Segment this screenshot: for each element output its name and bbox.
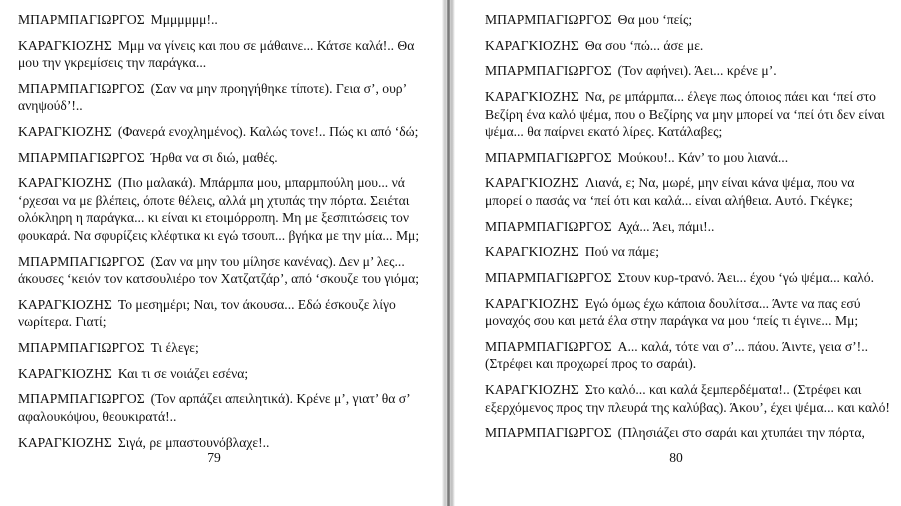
- dialogue-line: (Τον αφήνει). Άει... κρένε μ’.: [617, 63, 777, 79]
- speaker-name: ΚΑΡΑΓΚΙΟΖΗΣ: [18, 365, 112, 381]
- dialogue-line: Στο καλό... και καλά ξεμπερδέματα!.. (Στρέφει και εξερχόμενος προς την πλευρά της καλύβας). Άκου’, έχει ψέμα... και καλό!: [485, 382, 890, 415]
- dialogue-line: Αχά... Άει, πάμι!..: [617, 218, 715, 234]
- dialogue-line: Μμμμμμμ!..: [150, 12, 218, 27]
- right-page-text: [485, 11, 893, 450]
- speaker-name: ΚΑΡΑΓΚΙΟΖΗΣ: [485, 89, 579, 105]
- dialogue-paragraph: [485, 295, 893, 330]
- dialogue-line: Μμμ να γίνεις και που σε μάθαινε... Κάτσε καλά!.. Θα μου την γκρεμίσεις την παράγκα...: [18, 37, 415, 71]
- speaker-name: ΜΠΑΡΜΠΑΓΙΩΡΓΟΣ: [485, 12, 612, 27]
- dialogue-paragraph: [18, 123, 428, 141]
- dialogue-paragraph: [485, 174, 893, 209]
- dialogue-line: (Σαν να μην προηγήθηκε τίποτε). Γεια σ’, ουρ’ ανηψούδ’!..: [18, 80, 407, 114]
- dialogue-paragraph: [18, 253, 428, 288]
- dialogue-line: Τι έλεγε;: [150, 340, 199, 355]
- dialogue-line: Εγώ όμως έχω κάποια δουλίτσα... Άντε να πας εσύ μοναχός σου και μετά έλα στην παράγκα να μου ‘πείς τι έγινε... Μμ;: [485, 295, 861, 329]
- left-page: [0, 0, 442, 506]
- dialogue-line: Α... καλά, τότε ναι σ’... πάου. Άιντε, γεια σ’!.. (Στρέφει και προχωρεί προς το σαράι).: [485, 338, 869, 372]
- dialogue-paragraph: [485, 11, 893, 29]
- dialogue-line: Λιανά, ε; Να, μωρέ, μην είναι κάνα ψέμα, που να μπορεί ο πασάς να ‘πεί ότι και καλά... είναι αλήθεια. Αυτό. Γκέγκε;: [485, 175, 855, 208]
- dialogue-line: Πού να πάμε;: [584, 244, 660, 260]
- left-page-text: [18, 11, 428, 459]
- speaker-name: ΜΠΑΡΜΠΑΓΙΩΡΓΟΣ: [485, 425, 612, 441]
- speaker-name: ΚΑΡΑΓΚΙΟΖΗΣ: [485, 244, 579, 260]
- dialogue-line: (Πιο μαλακά). Μπάρμπα μου, μπαρμπούλη μου... νά ‘ρχεσαι να με βλέπεις, όποτε θέλεις, αλλά μη χτυπάς την πόρτα. Σειέται ολόκληρη η παράγκα... κι είναι κι ετοιμόρροπη. Μη με ξεσπιτώσεις τον φουκαρά. Να σφυρίζεις κλέφτικα κι εγώ τσουπ... βγήκα με την μία... Μμ;: [18, 175, 420, 243]
- dialogue-paragraph: [18, 11, 428, 29]
- speaker-name: ΜΠΑΡΜΠΑΓΙΩΡΓΟΣ: [18, 80, 145, 96]
- speaker-name: ΚΑΡΑΓΚΙΟΖΗΣ: [18, 296, 112, 312]
- speaker-name: ΚΑΡΑΓΚΙΟΖΗΣ: [485, 382, 579, 398]
- speaker-name: ΚΑΡΑΓΚΙΟΖΗΣ: [485, 37, 579, 53]
- page-number: 79: [207, 450, 221, 465]
- dialogue-line: Να, ρε μπάρμπα... έλεγε πως όποιος πάει και ‘πεί στο Βεζίρη ένα καλό ψέμα, που ο Βεζίρης να μην μπορεί να ‘πεί ότι δεν είναι ψέμα... θα παίρνει εκατό λίρες. Κατάλαβες;: [485, 89, 885, 140]
- dialogue-paragraph: [485, 218, 893, 236]
- dialogue-line: (Πλησιάζει στο σαράι και χτυπάει την πόρτα,: [617, 425, 865, 441]
- dialogue-paragraph: [485, 381, 893, 416]
- speaker-name: ΜΠΑΡΜΠΑΓΙΩΡΓΟΣ: [18, 149, 145, 165]
- dialogue-line: Στουν κυρ-τρανό. Άει... έχου ‘γώ ψέμα... καλό.: [617, 270, 874, 285]
- dialogue-paragraph: [485, 37, 893, 55]
- page-number: 80: [669, 450, 683, 465]
- dialogue-line: (Σαν να μην του μίλησε κανένας). Δεν μ’ λες... άκουσες ‘κειόν τον κατσουλιέρο τον Χατζατζάρ’, από ‘σκουζε του γιόμα;: [18, 253, 420, 287]
- speaker-name: ΚΑΡΑΓΚΙΟΖΗΣ: [18, 124, 112, 140]
- dialogue-paragraph: [485, 243, 893, 261]
- dialogue-paragraph: [18, 390, 428, 425]
- dialogue-line: Μούκου!.. Κάν’ το μου λιανά...: [617, 149, 789, 165]
- dialogue-line: Το μεσημέρι; Ναι, τον άκουσα... Εδώ έσκουζε λίγο νωρίτερα. Γιατί;: [18, 296, 396, 330]
- dialogue-line: (Φανερά ενοχλημένος). Καλώς τονε!.. Πώς κι από ‘δώ;: [117, 124, 419, 140]
- dialogue-line: Θα σου ‘πώ... άσε με.: [584, 37, 704, 53]
- speaker-name: ΜΠΑΡΜΠΑΓΙΩΡΓΟΣ: [18, 12, 145, 27]
- dialogue-paragraph: [18, 339, 428, 357]
- speaker-name: ΜΠΑΡΜΠΑΓΙΩΡΓΟΣ: [485, 218, 612, 234]
- speaker-name: ΚΑΡΑΓΚΙΟΖΗΣ: [485, 175, 579, 191]
- speaker-name: ΜΠΑΡΜΠΑΓΙΩΡΓΟΣ: [18, 391, 145, 407]
- speaker-name: ΜΠΑΡΜΠΑΓΙΩΡΓΟΣ: [18, 340, 145, 355]
- dialogue-line: Και τι σε νοιάζει εσένα;: [117, 365, 249, 381]
- speaker-name: ΚΑΡΑΓΚΙΟΖΗΣ: [18, 434, 112, 450]
- speaker-name: ΚΑΡΑΓΚΙΟΖΗΣ: [18, 175, 112, 191]
- dialogue-paragraph: [485, 88, 893, 141]
- right-page: [455, 0, 901, 506]
- speaker-name: ΜΠΑΡΜΠΑΓΙΩΡΓΟΣ: [485, 149, 612, 165]
- dialogue-line: Σιγά, ρε μπαστουνόβλαχε!..: [117, 434, 270, 450]
- speaker-name: ΜΠΑΡΜΠΑΓΙΩΡΓΟΣ: [485, 338, 612, 354]
- dialogue-paragraph: [18, 149, 428, 167]
- dialogue-paragraph: [485, 424, 893, 442]
- dialogue-paragraph: [18, 80, 428, 115]
- dialogue-paragraph: [485, 338, 893, 373]
- dialogue-paragraph: [18, 434, 428, 452]
- speaker-name: ΚΑΡΑΓΚΙΟΖΗΣ: [18, 37, 112, 53]
- dialogue-line: (Τον αρπάζει απειλητικά). Κρένε μ’, γιατ’ θα σ’ αφαλουκόψου, θεουκιρατά!..: [18, 391, 410, 424]
- speaker-name: ΜΠΑΡΜΠΑΓΙΩΡΓΟΣ: [18, 253, 145, 269]
- speaker-name: ΚΑΡΑΓΚΙΟΖΗΣ: [485, 295, 579, 311]
- dialogue-paragraph: [485, 149, 893, 167]
- dialogue-paragraph: [18, 37, 428, 72]
- dialogue-paragraph: [18, 365, 428, 383]
- dialogue-paragraph: [18, 174, 428, 244]
- dialogue-line: Θα μου ‘πείς;: [617, 12, 693, 27]
- dialogue-paragraph: [18, 296, 428, 331]
- speaker-name: ΜΠΑΡΜΠΑΓΙΩΡΓΟΣ: [485, 270, 612, 285]
- page-spread-divider: [442, 0, 455, 506]
- speaker-name: ΜΠΑΡΜΠΑΓΙΩΡΓΟΣ: [485, 63, 612, 79]
- dialogue-paragraph: [485, 269, 893, 287]
- dialogue-paragraph: [485, 62, 893, 80]
- dialogue-line: Ήρθα να σι διώ, μαθές.: [150, 149, 278, 165]
